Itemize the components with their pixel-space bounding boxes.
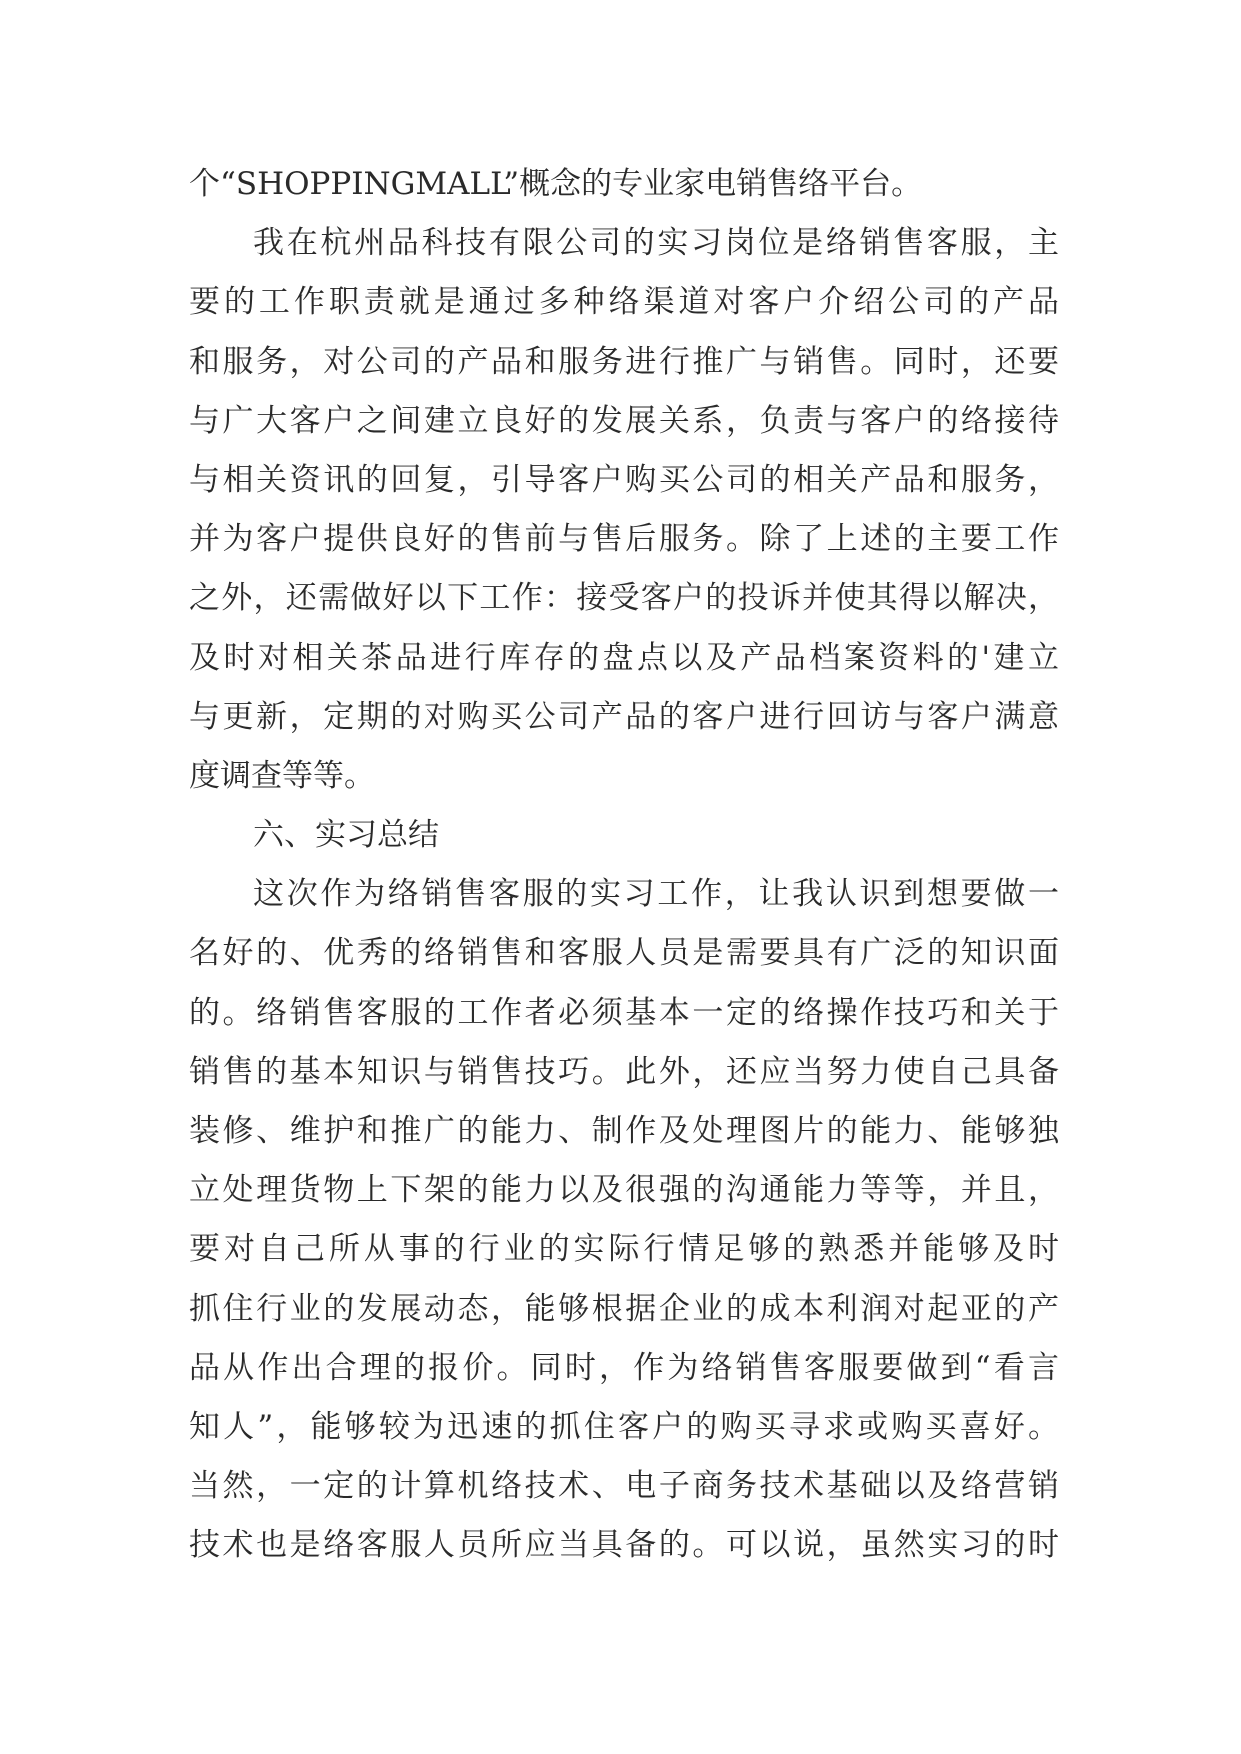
text-line: 之外，还需做好以下工作：接受客户的投诉并使其得以解决， (189, 580, 1059, 617)
text-line: 当然，一定的计算机络技术、电子商务技术基础以及络营销 (189, 1468, 1059, 1505)
text-line: 六、实习总结 (253, 817, 439, 854)
text-line: 销售的基本知识与销售技巧。此外，还应当努力使自己具备 (189, 1053, 1059, 1090)
text-line: 立处理货物上下架的能力以及很强的沟通能力等等，并且， (189, 1172, 1059, 1209)
text-line: 要的工作职责就是通过多种络渠道对客户介绍公司的产品 (189, 284, 1059, 321)
text-line: 度调查等等。 (189, 757, 375, 794)
text-line: 与广大客户之间建立良好的发展关系，负责与客户的络接待 (189, 402, 1059, 439)
text-line: 品从作出合理的报价。同时，作为络销售客服要做到“看言 (189, 1349, 1059, 1386)
text-line: 个“SHOPPINGMALL”概念的专业家电销售络平台。 (189, 166, 923, 202)
text-line: 抓住行业的发展动态，能够根据企业的成本利润对起亚的产 (189, 1290, 1059, 1327)
text-line: 与更新，定期的对购买公司产品的客户进行回访与客户满意 (189, 698, 1059, 735)
text-line: 技术也是络客服人员所应当具备的。可以说，虽然实习的时 (189, 1527, 1059, 1564)
text-line: 这次作为络销售客服的实习工作，让我认识到想要做一 (253, 876, 1059, 913)
text-line: 要对自己所从事的行业的实际行情足够的熟悉并能够及时 (189, 1231, 1059, 1268)
text-line: 知人”，能够较为迅速的抓住客户的购买寻求或购买喜好。 (189, 1408, 1059, 1445)
text-line: 的。络销售客服的工作者必须基本一定的络操作技巧和关于 (189, 994, 1059, 1031)
text-line: 和服务，对公司的产品和服务进行推广与销售。同时，还要 (189, 343, 1059, 380)
text-line: 名好的、优秀的络销售和客服人员是需要具有广泛的知识面 (189, 935, 1059, 972)
body-text (189, 155, 1059, 1576)
text-line: 装修、维护和推广的能力、制作及处理图片的能力、能够独 (189, 1113, 1059, 1149)
text-line: 我在杭州品科技有限公司的实习岗位是络销售客服，主 (253, 225, 1059, 262)
text-line: 与相关资讯的回复，引导客户购买公司的相关产品和服务， (189, 461, 1059, 498)
text-line: 及时对相关茶品进行库存的盘点以及产品档案资料的'建立 (189, 639, 1059, 676)
text-line: 并为客户提供良好的售前与售后服务。除了上述的主要工作 (189, 521, 1059, 558)
